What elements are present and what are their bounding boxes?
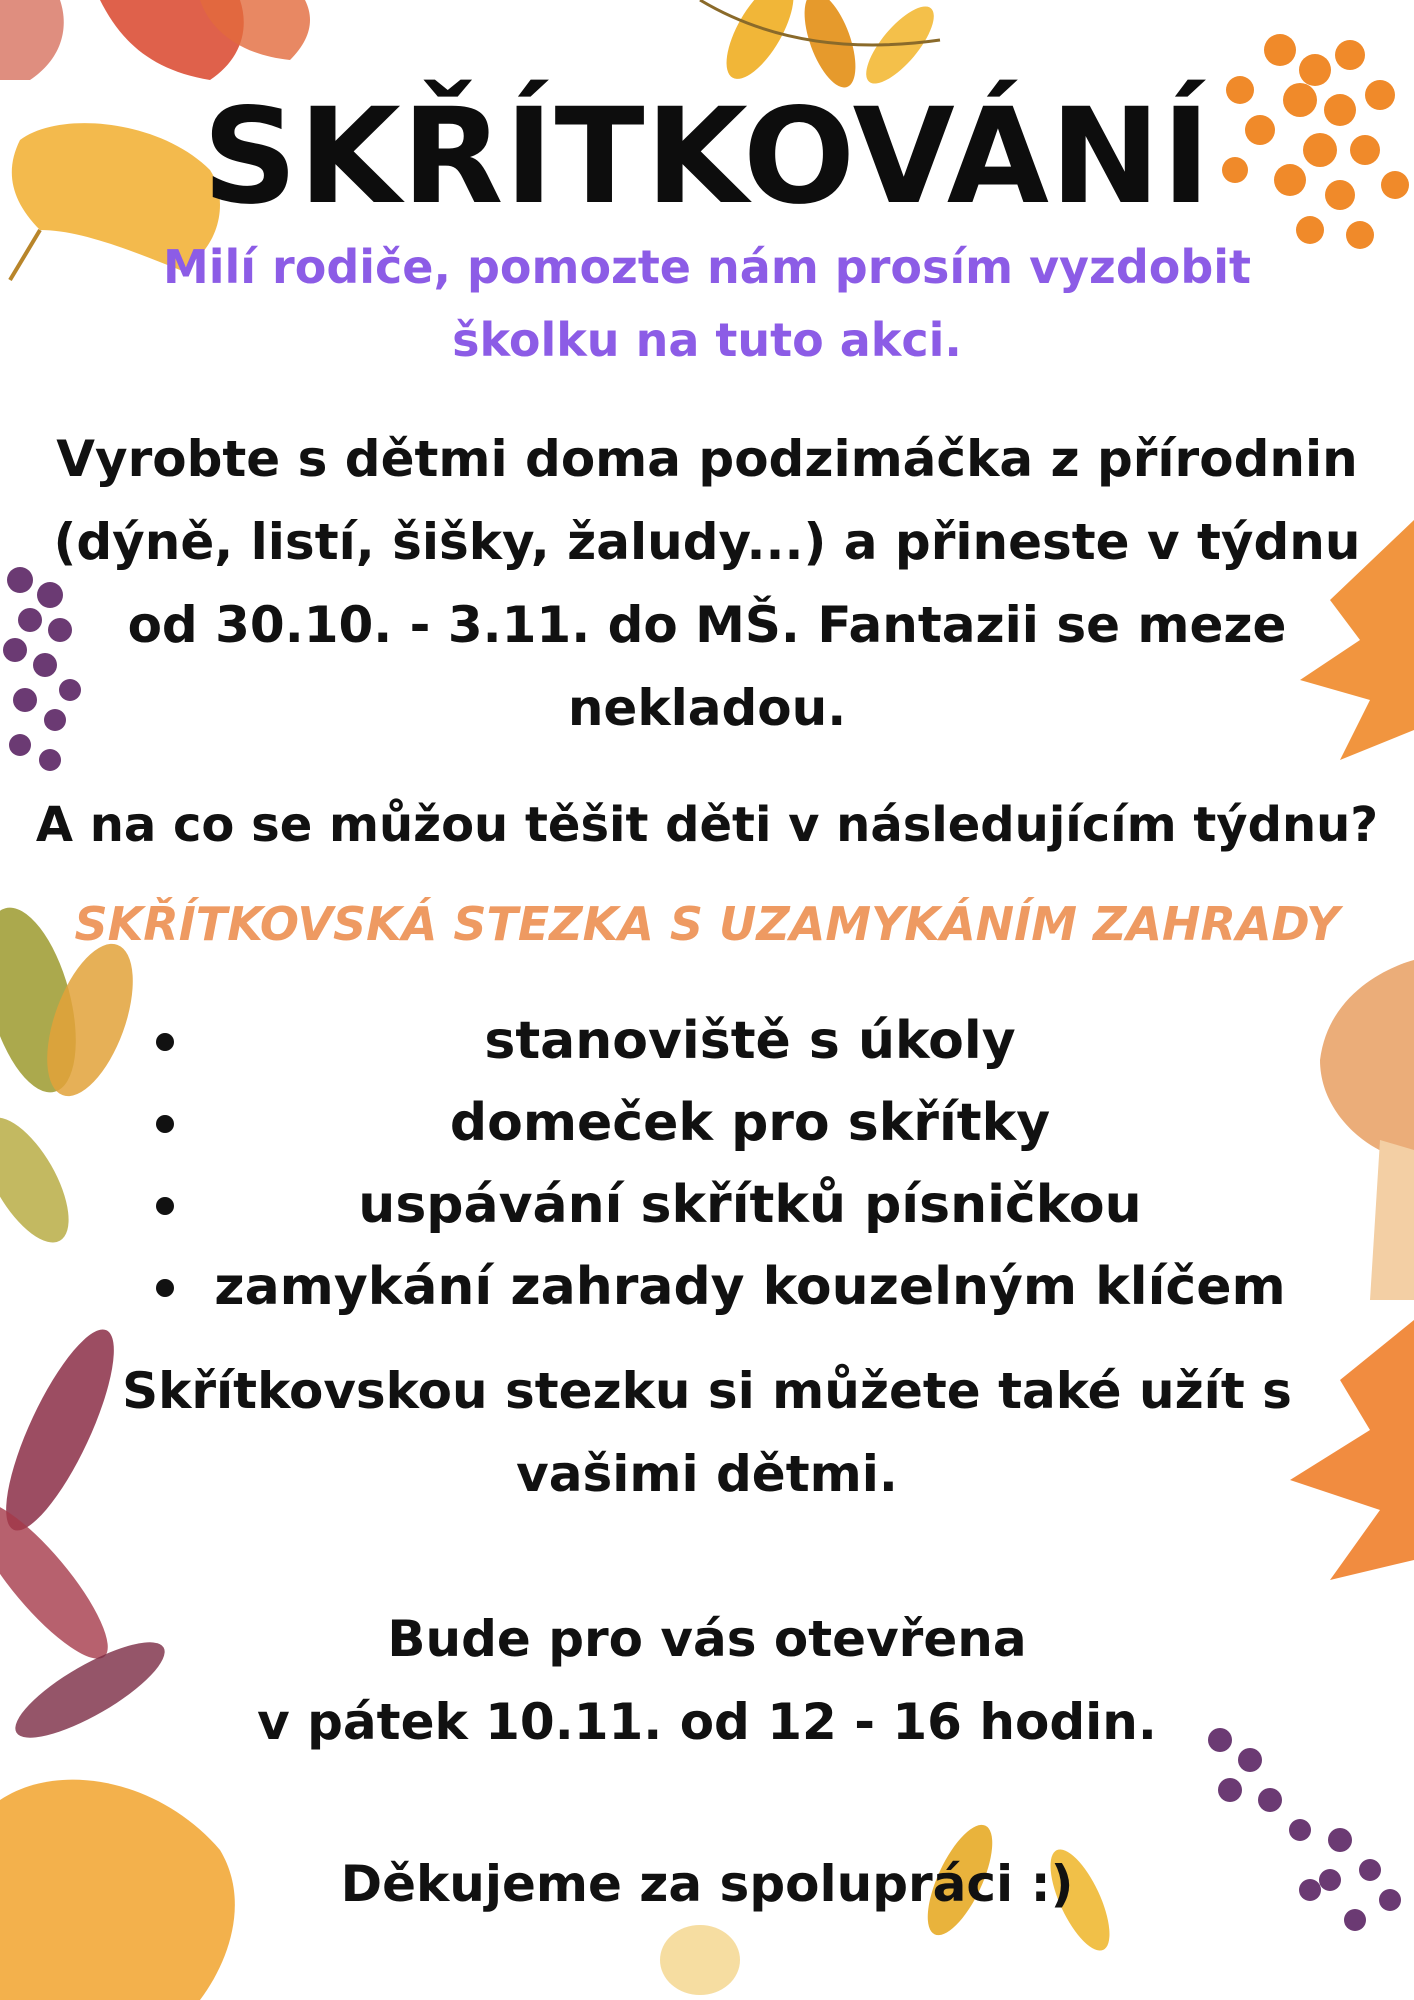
intro-line-2: školku na tuto akci. — [452, 313, 962, 367]
trail-note-line-1: Skřítkovskou stezku si můžete také užít s — [122, 1362, 1292, 1420]
bullet-icon — [156, 1033, 174, 1051]
bullet-icon — [156, 1197, 174, 1215]
bullet-icon — [156, 1279, 174, 1297]
page-title: SKŘÍTKOVÁNÍ — [202, 80, 1212, 234]
instructions-line-4: nekladou. — [567, 679, 847, 737]
intro-line-1: Milí rodiče, pomozte nám prosím vyzdobit — [162, 240, 1252, 294]
trail-note-line-2: vašimi dětmi. — [516, 1445, 898, 1503]
list-item: uspávání skřítků písničkou — [140, 1164, 1320, 1246]
event-heading: SKŘÍTKOVSKÁ STEZKA S UZAMYKÁNÍM ZAHRADY — [74, 897, 1340, 951]
instructions-line-3: od 30.10. - 3.11. do MŠ. Fantazii se meze — [127, 596, 1287, 654]
list-item: stanoviště s úkoly — [140, 1000, 1320, 1082]
bullet-icon — [156, 1115, 174, 1133]
activity-list — [140, 1000, 1320, 1328]
question: A na co se můžou těšit děti v následujícím týdnu? — [35, 797, 1379, 853]
thanks: Děkujeme za spolupráci :) — [340, 1855, 1074, 1913]
instructions-line-2: (dýně, listí, šišky, žaludy...) a přineste v týdnu — [53, 513, 1361, 571]
list-item: zamykání zahrady kouzelným klíčem — [140, 1246, 1320, 1328]
opening-line-2: v pátek 10.11. od 12 - 16 hodin. — [257, 1693, 1157, 1751]
opening-line-1: Bude pro vás otevřena — [387, 1610, 1027, 1668]
instructions-line-1: Vyrobte s dětmi doma podzimáčka z přírodnin — [56, 430, 1358, 488]
list-item: domeček pro skřítky — [140, 1082, 1320, 1164]
